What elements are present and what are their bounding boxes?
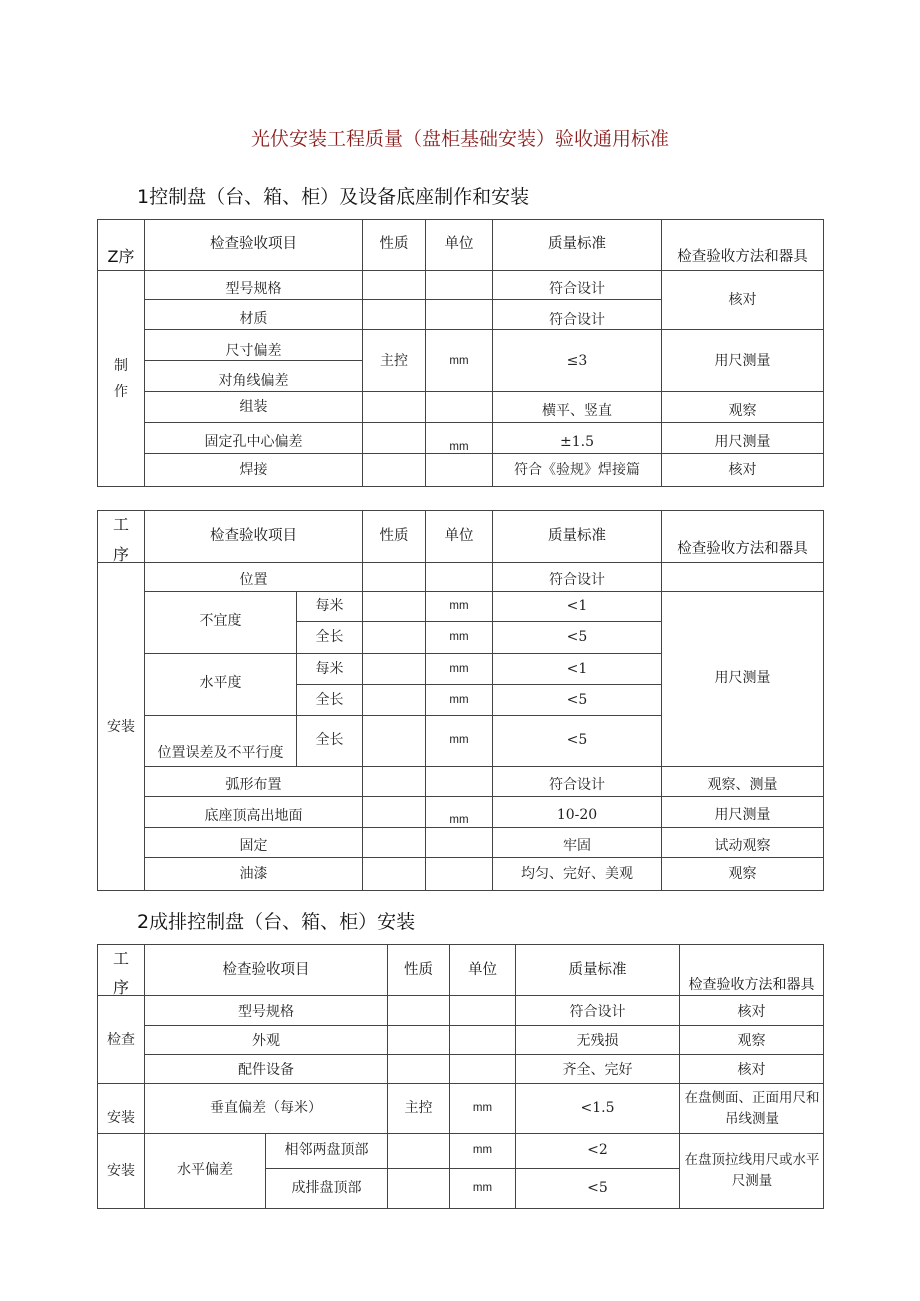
t3-standard-lt1-5: <1.5	[580, 1099, 615, 1116]
t2-item-arc-layout: 弧形布置	[225, 776, 282, 793]
t2-item-position: 位置	[239, 571, 268, 588]
t3-sub-row-top: 成排盘顶部	[291, 1179, 362, 1196]
t1-process-char-2: 作	[114, 383, 128, 400]
t1-header-item: 检查验收项目	[210, 236, 297, 252]
t1-nature-main-control: 主控	[380, 352, 408, 369]
t3-standard-lt2: <2	[587, 1141, 608, 1158]
t1-standard-level: 横平、竖直	[542, 402, 612, 419]
t3-nature-main-control: 主控	[404, 1099, 433, 1116]
t2-unit-mm: mm	[449, 693, 469, 706]
t1-unit-mm: mm	[449, 440, 469, 453]
t2-standard-height-range: 10-20	[556, 806, 598, 823]
t3-header-standard: 质量标准	[568, 962, 627, 979]
t3-unit-mm: mm	[472, 1101, 493, 1114]
t2-item-fixing: 固定	[239, 837, 268, 854]
section-2-heading: 2成排控制盘（台、箱、柜）安装	[137, 911, 416, 933]
t1-unit-mm: mm	[449, 354, 469, 367]
t1-method-ruler: 用尺测量	[714, 352, 771, 369]
t2-unit-mm: mm	[449, 631, 469, 644]
t2-header-standard: 质量标准	[548, 528, 606, 545]
t3-method-verify: 核对	[737, 1003, 766, 1020]
t1-item-size-deviation: 尺寸偏差	[225, 342, 282, 359]
t2-sub-per-meter: 每米	[315, 598, 344, 615]
t2-item-paint: 油漆	[239, 865, 268, 882]
t3-item-accessories: 配件设备	[238, 1061, 294, 1078]
t1-header-standard: 质量标准	[548, 236, 606, 252]
t2-header-process-2: 序	[112, 545, 129, 565]
t3-header-process-2: 序	[112, 978, 129, 998]
t3-item-model: 型号规格	[238, 1003, 294, 1020]
t2-standard-design: 符合设计	[549, 571, 605, 588]
t2-header-unit: 单位	[444, 528, 474, 545]
t2-header-nature: 性质	[379, 528, 409, 545]
t3-item-vertical-deviation: 垂直偏差（每米）	[210, 1099, 322, 1116]
t1-item-material: 材质	[239, 310, 268, 327]
t2-unit-mm: mm	[449, 733, 469, 746]
t3-header-process-1: 工	[112, 949, 129, 969]
t2-method-observe-measure: 观察、测量	[707, 776, 778, 793]
t2-header-method: 检查验收方法和器具	[677, 541, 808, 558]
t2-method-ruler: 用尺测量	[714, 806, 771, 823]
t3-standard-complete: 齐全、完好	[562, 1061, 633, 1078]
t2-item-verticality: 不宜度	[199, 612, 242, 629]
t2-process-install: 安装	[107, 718, 135, 735]
t1-method-ruler: 用尺测量	[714, 433, 771, 450]
t3-standard-lt5: <5	[587, 1179, 608, 1196]
t2-standard-design: 符合设计	[549, 776, 605, 793]
t3-method-observe: 观察	[737, 1032, 766, 1049]
t2-standard-lt1: <1	[566, 598, 588, 615]
t3-item-appearance: 外观	[252, 1032, 280, 1049]
t2-item-levelness: 水平度	[199, 674, 242, 691]
t1-item-diagonal-deviation: 对角线偏差	[218, 372, 289, 389]
t2-unit-mm: mm	[449, 662, 469, 675]
t1-item-model: 型号规格	[225, 280, 282, 297]
document-title: 光伏安装工程质量（盘柜基础安装）验收通用标准	[250, 128, 669, 150]
t1-standard-design: 符合设计	[549, 280, 605, 297]
t1-standard-welding: 符合《验规》焊接篇	[514, 461, 640, 478]
t3-process-check: 检查	[107, 1031, 135, 1048]
t2-item-position-error: 位置误差及不平行度	[157, 744, 284, 761]
t3-sub-adjacent-top: 相邻两盘顶部	[284, 1141, 369, 1158]
t1-method-verify: 核对	[728, 461, 757, 478]
t3-header-method: 检查验收方法和器具	[688, 976, 815, 993]
t2-header-process-1: 工	[112, 515, 129, 535]
t3-method-top-string: 在盘顶拉线用尺或水平尺测量	[684, 1152, 820, 1189]
t1-header-nature: 性质	[379, 236, 409, 252]
section-1-heading: 1控制盘（台、箱、柜）及设备底座制作和安装	[137, 186, 530, 208]
t1-method-verify: 核对	[728, 291, 757, 308]
t3-header-nature: 性质	[404, 962, 433, 979]
t3-standard-design: 符合设计	[569, 1003, 626, 1020]
t2-standard-firm: 牢固	[563, 837, 591, 854]
t1-standard-le3: ≤3	[566, 352, 588, 369]
t1-standard-tolerance: ±1.5	[560, 433, 594, 450]
t3-standard-no-damage: 无残损	[576, 1032, 619, 1049]
t2-method-trial-observe: 试动观察	[714, 837, 771, 854]
t2-sub-full-length: 全长	[315, 731, 344, 748]
t2-item-base-height: 底座顶高出地面	[204, 807, 303, 824]
t2-standard-lt1: <1	[566, 660, 588, 677]
t1-header-process: Z序	[107, 247, 135, 267]
t3-unit-mm: mm	[472, 1143, 493, 1156]
t2-unit-mm: mm	[449, 813, 469, 826]
t1-standard-design: 符合设计	[549, 311, 605, 328]
t1-process-char-1: 制	[114, 357, 128, 374]
t2-method-ruler: 用尺测量	[714, 669, 771, 686]
t2-sub-per-meter: 每米	[315, 660, 344, 677]
t2-standard-lt5: <5	[566, 731, 588, 748]
t3-method-verify: 核对	[737, 1061, 766, 1078]
t2-standard-lt5: <5	[566, 629, 588, 646]
t2-standard-lt5: <5	[566, 691, 588, 708]
t2-standard-paint: 均匀、完好、美观	[521, 865, 633, 882]
t1-method-observe: 观察	[728, 402, 757, 419]
t2-sub-full-length: 全长	[315, 691, 344, 708]
t3-header-unit: 单位	[468, 962, 497, 979]
t1-item-welding: 焊接	[239, 461, 268, 478]
t3-header-item: 检查验收项目	[222, 962, 310, 979]
t1-item-hole-center: 固定孔中心偏差	[204, 433, 303, 450]
t1-header-method: 检查验收方法和器具	[677, 249, 808, 266]
t3-unit-mm: mm	[472, 1181, 493, 1194]
t2-sub-full-length: 全长	[315, 629, 344, 646]
t3-process-install: 安装	[107, 1162, 135, 1179]
t2-header-item: 检查验收项目	[210, 528, 297, 545]
t3-method-side-plumb: 在盘侧面、正面用尺和吊线测量	[684, 1089, 820, 1127]
t3-item-horizontal-deviation: 水平偏差	[177, 1161, 233, 1178]
t2-unit-mm: mm	[449, 600, 469, 613]
t2-method-observe: 观察	[728, 865, 757, 882]
t1-header-unit: 单位	[444, 236, 474, 252]
t1-item-assembly: 组装	[239, 398, 268, 415]
t3-process-install: 安装	[107, 1109, 135, 1126]
